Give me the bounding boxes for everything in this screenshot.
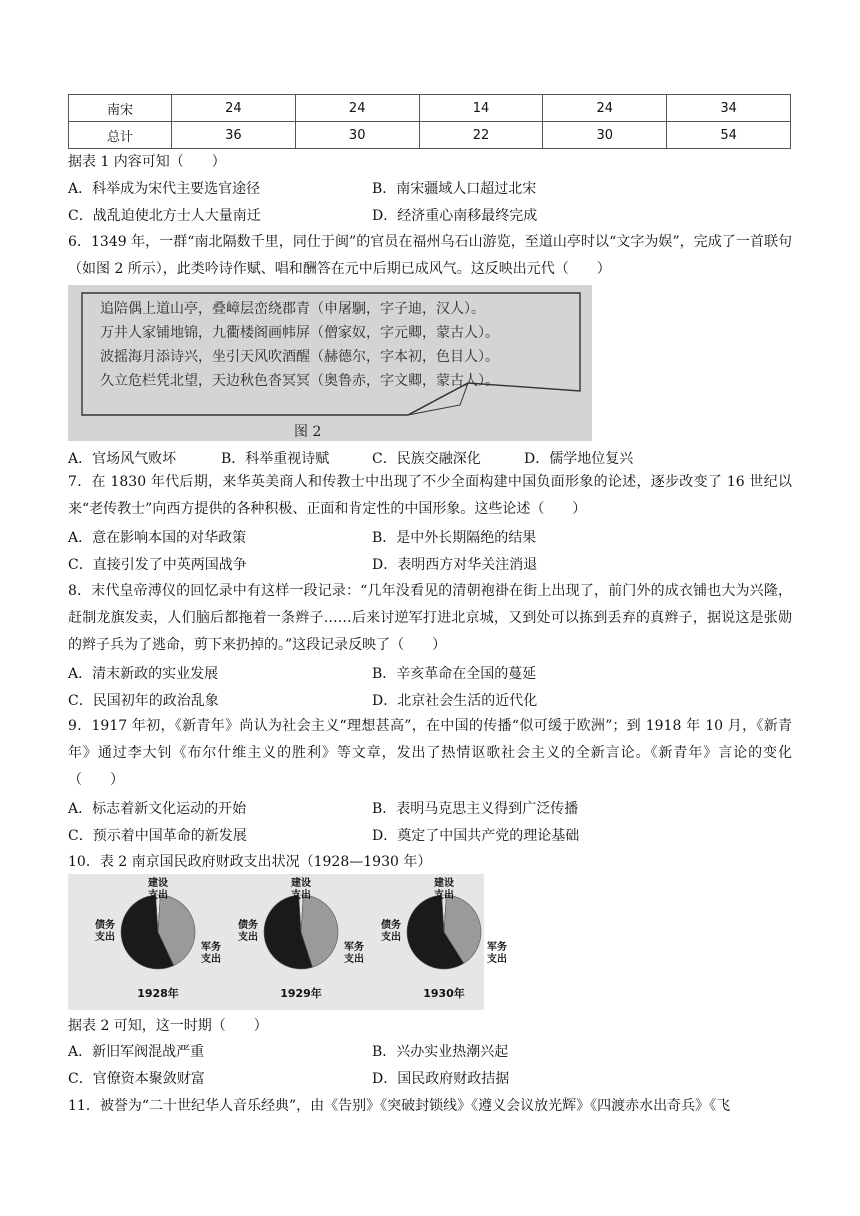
- q9-option-c[interactable]: C．预示着中国革命的新发展: [68, 828, 247, 844]
- table-row: [69, 95, 791, 122]
- table-cell: 总计: [69, 122, 172, 149]
- pie-label: 军务支出: [344, 942, 364, 965]
- table-cell: 34: [667, 95, 791, 122]
- q8-option-d[interactable]: D．北京社会生活的近代化: [372, 693, 538, 709]
- q10-stem: 据表 2 可知，这一时期（ ）: [68, 1018, 268, 1034]
- poem-line: 久立危栏凭北望，天边秋色沓冥冥（奥鲁赤，字文卿，蒙古人）。: [100, 373, 499, 389]
- q8-option-b[interactable]: B．辛亥革命在全国的蔓延: [372, 666, 537, 682]
- table-cell: 24: [172, 95, 296, 122]
- q7-stem: 7．在 1830 年代后期，来华英美商人和传教士中出现了不少全面构建中国负面形象的论述，逐步改变了 16 世纪以来“老传教士”向西方提供的各种积极、正面和肯定性的中国形象。这些论述（ ）: [68, 474, 792, 517]
- table-row: [69, 122, 791, 149]
- pie-year-label: 1930年: [423, 987, 465, 1000]
- q9-option-d[interactable]: D．奠定了中国共产党的理论基础: [372, 828, 580, 844]
- q7-option-a[interactable]: A．意在影响本国的对华政策: [68, 530, 247, 546]
- table-cell: 24: [543, 95, 667, 122]
- q6-option-d[interactable]: D．儒学地位复兴: [524, 451, 634, 467]
- q9-option-a[interactable]: A．标志着新文化运动的开始: [68, 801, 247, 817]
- pie-label: 建设支出: [148, 878, 168, 901]
- figure-2-caption: 图 2: [294, 424, 322, 440]
- q9-option-b[interactable]: B．表明马克思主义得到广泛传播: [372, 801, 579, 817]
- q6-stem: 6．1349 年，一群“南北隔数千里，同仕于闽”的官员在福州乌石山游览，至道山亭时以“文字为娱”，完成了一首联句（如图 2 所示），此类吟诗作赋、唱和酬答在元中后期已成风气。这反映出元代（ ）: [68, 234, 792, 277]
- pie-label: 建设支出: [434, 878, 454, 901]
- q7-option-c[interactable]: C．直接引发了中英两国战争: [68, 557, 247, 573]
- table-cell: 30: [295, 122, 419, 149]
- poem-line: 追陪偶上道山亭，叠嶂层峦绕郡青（申屠駉，字子迪，汉人）。: [100, 301, 485, 317]
- q6-option-a[interactable]: A．官场风气败坏: [68, 451, 177, 467]
- q8-option-a[interactable]: A．清末新政的实业发展: [68, 666, 219, 682]
- q10-option-d[interactable]: D．国民政府财政拮据: [372, 1071, 510, 1087]
- q5-option-a[interactable]: A．科举成为宋代主要选官途径: [68, 181, 261, 197]
- pie-year-label: 1929年: [280, 987, 322, 1000]
- pie-label: 债务支出: [238, 920, 258, 943]
- pie-label: 建设支出: [291, 878, 311, 901]
- pie-year-label: 1928年: [137, 987, 179, 1000]
- q7-option-d[interactable]: D．表明西方对华关注消退: [372, 557, 538, 573]
- table-cell: 22: [419, 122, 543, 149]
- q6-option-b[interactable]: B．科举重视诗赋: [221, 451, 330, 467]
- q5-option-c[interactable]: C．战乱迫使北方士人大量南迁: [68, 208, 261, 224]
- q6-option-c[interactable]: C．民族交融深化: [372, 451, 481, 467]
- table-cell: 南宋: [69, 95, 172, 122]
- pie-label: 债务支出: [95, 920, 115, 943]
- pie-label: 军务支出: [487, 942, 507, 965]
- pie-label: 军务支出: [201, 942, 221, 965]
- table-cell: 14: [419, 95, 543, 122]
- q11-stem: 11．被誉为“二十世纪华人音乐经典”，由《告别》《突破封锁线》《遵义会议放光辉》《四渡赤水出奇兵》《飞: [68, 1098, 731, 1114]
- q7-option-b[interactable]: B．是中外长期隔绝的结果: [372, 530, 537, 546]
- figure-2-couplet-image: [68, 285, 592, 441]
- q5-option-b[interactable]: B．南宋疆域人口超过北宋: [372, 181, 537, 197]
- q9-stem: 9．1917 年初，《新青年》尚认为社会主义“理想甚高”，在中国的传播“似可缓于欧洲”；到 1918 年 10 月，《新青年》通过李大钊《布尔什维主义的胜利》等文章，发出了热情讴歌社会主义的全新言论。《新青年》言论的变化（ ）: [68, 718, 792, 788]
- table-cell: 24: [295, 95, 419, 122]
- q10-option-a[interactable]: A．新旧军阀混战严重: [68, 1044, 205, 1060]
- pie-label: 债务支出: [381, 920, 401, 943]
- q10-option-c[interactable]: C．官僚资本聚敛财富: [68, 1071, 205, 1087]
- table-cell: 54: [667, 122, 791, 149]
- table-cell: 30: [543, 122, 667, 149]
- table-1: [68, 94, 791, 149]
- table-cell: 36: [172, 122, 296, 149]
- q8-option-c[interactable]: C．民国初年的政治乱象: [68, 693, 219, 709]
- q10-option-b[interactable]: B．兴办实业热潮兴起: [372, 1044, 509, 1060]
- scroll-frame: [68, 285, 592, 441]
- table-2-pie-charts: [68, 874, 507, 1010]
- poem-line: 波摇海月添诗兴，坐引天风吹酒醒（赫德尔，字本初，色目人）。: [100, 349, 499, 365]
- q5-option-d[interactable]: D．经济重心南移最终完成: [372, 208, 538, 224]
- q8-stem: 8．末代皇帝溥仪的回忆录中有这样一段记录：“几年没看见的清朝袍褂在街上出现了，前门外的成衣铺也大为兴隆，赶制龙旗发卖，人们脑后都拖着一条辫子……后来讨逆军打进北京城，又到处可以拣到丢弃的真辫子，据说这是张勋的辫子兵为了逃命，剪下来扔掉的。”这段记录反映了（ ）: [68, 583, 792, 653]
- pie-chart-group: [68, 874, 507, 1010]
- q10-title: 10．表 2 南京国民政府财政支出状况（1928—1930 年）: [68, 854, 432, 870]
- poem-line: 万井人家铺地锦，九衢楼阁画帏屏（僧家奴，字元卿，蒙古人）。: [100, 325, 499, 341]
- q5-stem: 据表 1 内容可知（ ）: [68, 154, 226, 170]
